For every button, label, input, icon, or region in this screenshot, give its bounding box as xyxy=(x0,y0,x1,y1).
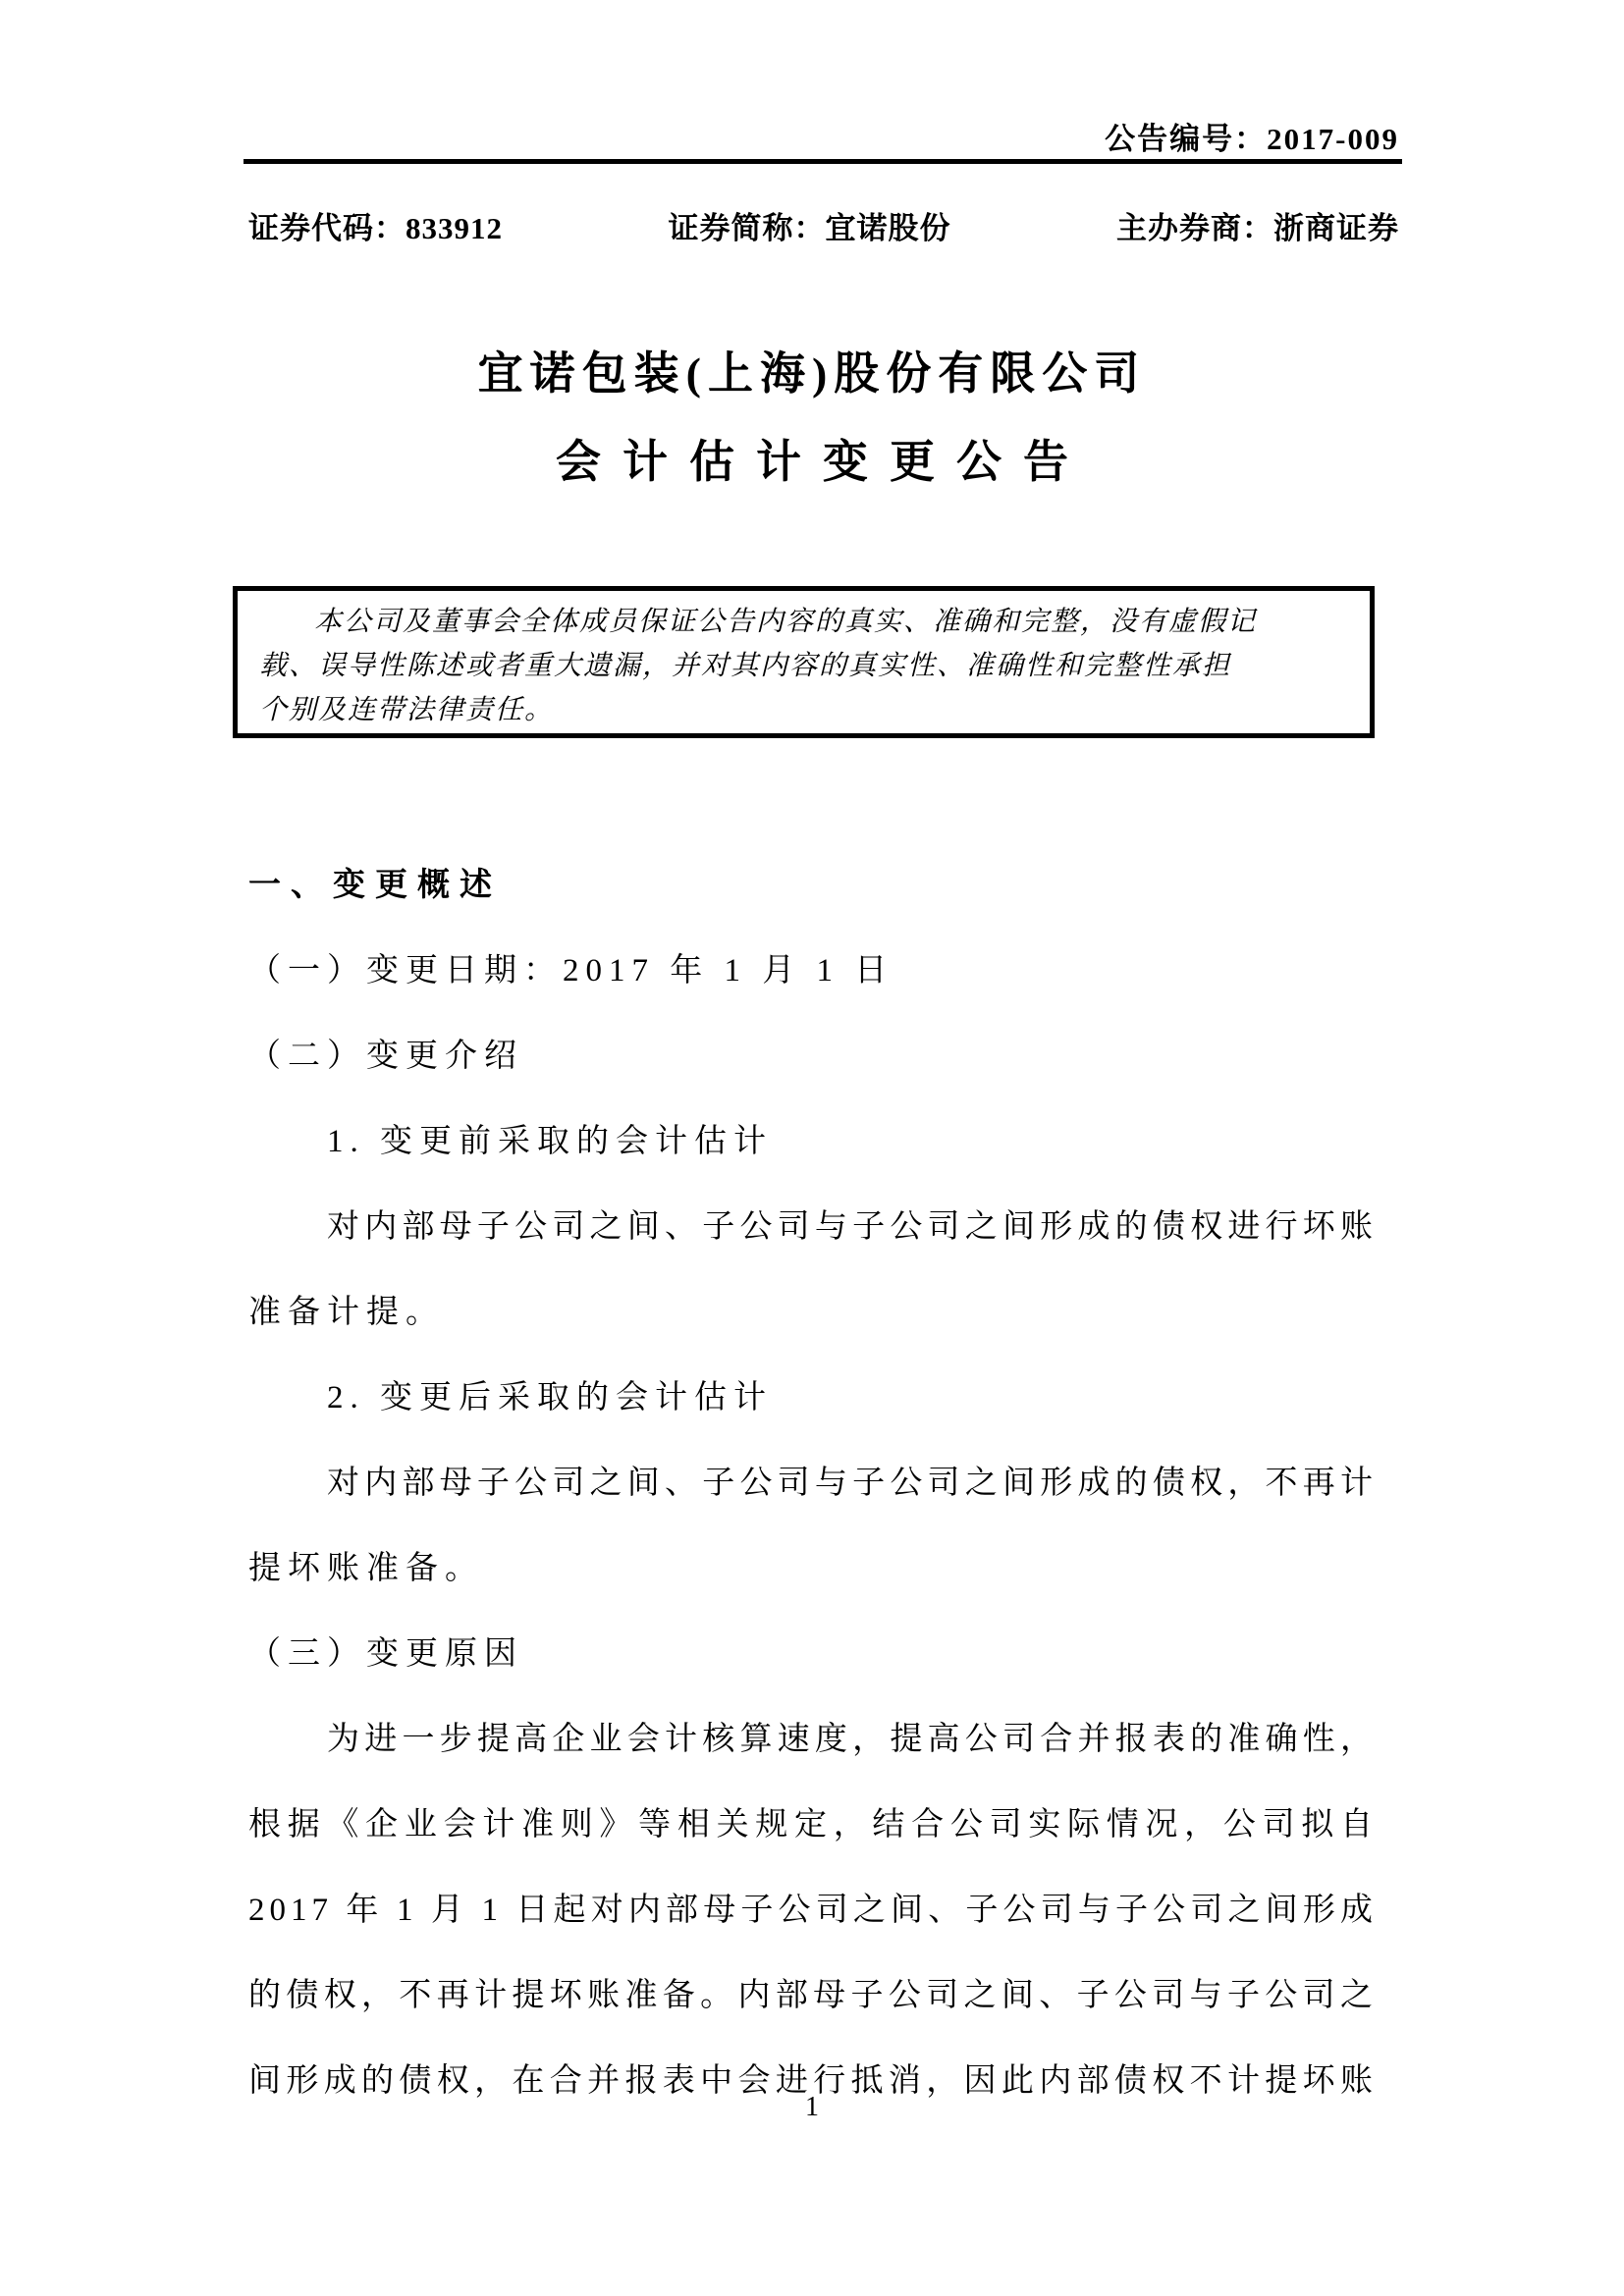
reason-text-1: 为进一步提高企业会计核算速度，提高公司合并报表的准确性， xyxy=(327,1722,1378,1757)
sponsor-broker: 主办券商：浙商证券 xyxy=(1116,211,1399,245)
change-intro-line: （二）变更介绍 xyxy=(248,1039,523,1074)
body-text xyxy=(248,843,1378,2124)
disclaimer-line: 本公司及董事会全体成员保证公告内容的真实、准确和完整，没有虚假记 xyxy=(314,607,1258,637)
before-estimate-heading: 1. 变更前采取的会计估计 xyxy=(327,1124,773,1159)
disclaimer-line: 个别及连带法律责任。 xyxy=(259,695,555,725)
reason-text-2: 根据《企业会计准则》等相关规定，结合公司实际情况，公司拟自 xyxy=(248,1807,1378,1842)
stock-short-name: 证券简称：宜诺股份 xyxy=(668,211,951,245)
disclaimer-box xyxy=(233,586,1375,738)
change-reason-heading: （三）变更原因 xyxy=(248,1636,523,1672)
header-rule xyxy=(244,159,1402,164)
after-estimate-heading: 2. 变更后采取的会计估计 xyxy=(327,1380,773,1415)
after-estimate-text-1: 对内部母子公司之间、子公司与子公司之间形成的债权，不再计 xyxy=(327,1466,1378,1501)
section-heading-overview: 一、变更概述 xyxy=(248,868,502,903)
announcement-number: 公告编号：2017-009 xyxy=(1105,122,1399,156)
reason-text-5: 间形成的债权，在合并报表中会进行抵消，因此内部债权不计提坏账 xyxy=(248,2063,1378,2099)
reason-text-3: 2017 年 1 月 1 日起对内部母子公司之间、子公司与子公司之间形成 xyxy=(248,1893,1378,1928)
before-estimate-text-1: 对内部母子公司之间、子公司与子公司之间形成的债权进行坏账 xyxy=(327,1209,1378,1245)
company-name-title: 宜诺包装(上海)股份有限公司 xyxy=(477,348,1147,399)
page-number: 1 xyxy=(805,2092,819,2122)
securities-info-row xyxy=(248,203,1399,247)
disclaimer-line: 载、误导性陈述或者重大遗漏，并对其内容的真实性、准确性和完整性承担 xyxy=(259,651,1232,681)
announcement-title: 会计估计变更公告 xyxy=(556,437,1090,487)
after-estimate-text-2: 提坏账准备。 xyxy=(248,1551,484,1586)
before-estimate-text-2: 准备计提。 xyxy=(248,1295,445,1330)
change-date-line: （一）变更日期：2017 年 1 月 1 日 xyxy=(248,953,894,988)
stock-code: 证券代码：833912 xyxy=(248,211,503,245)
reason-text-4: 的债权，不再计提坏账准备。内部母子公司之间、子公司与子公司之 xyxy=(248,1978,1378,2013)
